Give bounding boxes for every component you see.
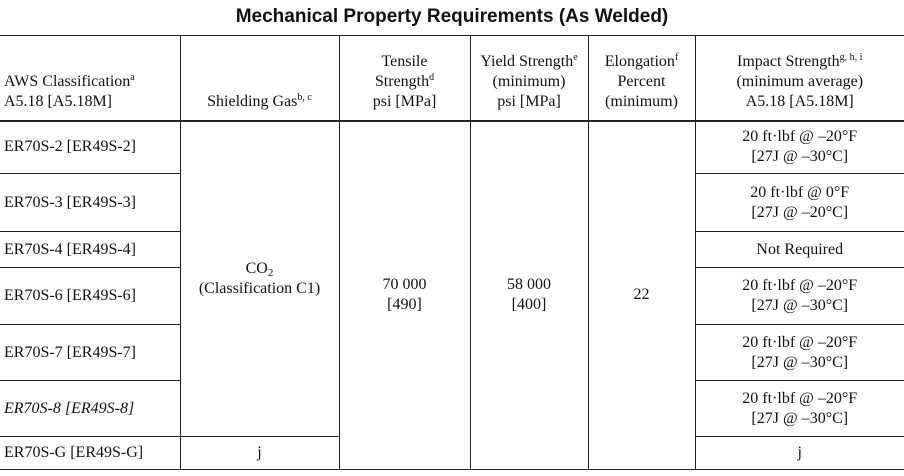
footnote-e: e [573, 51, 578, 63]
shielding-gas-cell: j [180, 437, 339, 470]
header-elongation-line1: Elongation [604, 52, 675, 70]
classification-cell: ER70S-8 [ER49S-8] [0, 381, 180, 437]
classification-cell: ER70S-2 [ER49S-2] [0, 121, 180, 174]
footnote-f: f [674, 51, 679, 63]
header-shielding-gas-text: Shielding Gas [207, 92, 298, 110]
header-impact-line2: (minimum average) [736, 72, 864, 90]
table-title: Mechanical Property Requirements (As Welded) [235, 6, 669, 27]
impact-cell: 20 ft·lbf @ –20°F [27J @ –30°C] [695, 381, 904, 437]
impact-cell: j [695, 437, 904, 470]
header-impact-strength [695, 36, 904, 121]
header-impact-line1: Impact Strength [737, 52, 840, 70]
table-row [0, 121, 904, 174]
impact-cell: 20 ft·lbf @ –20°F [27J @ –30°C] [695, 325, 904, 381]
header-yield-strength [470, 36, 588, 121]
classification-cell: ER70S-7 [ER49S-7] [0, 325, 180, 381]
classification-cell: ER70S-G [ER49S-G] [0, 437, 180, 470]
header-impact-line3: A5.18 [A5.18M] [745, 92, 854, 110]
classification-cell: ER70S-4 [ER49S-4] [0, 232, 180, 268]
header-yield-line3: psi [MPa] [497, 92, 561, 110]
elongation-cell: 22 [588, 121, 695, 470]
header-classification [0, 36, 180, 121]
tensile-strength-cell [339, 121, 470, 470]
header-tensile-strength [339, 36, 470, 121]
yield-mpa: [400] [511, 296, 547, 314]
header-classification-line1: AWS Classification [4, 72, 131, 90]
footnote-a: a [130, 71, 135, 83]
classification-cell: ER70S-3 [ER49S-3] [0, 174, 180, 232]
mechanical-property-table [0, 35, 904, 470]
header-tensile-line2: Strength [374, 72, 430, 90]
classification-cell: ER70S-6 [ER49S-6] [0, 268, 180, 325]
yield-psi: 58 000 [507, 276, 551, 294]
gas-co2: $CO_2$ [245, 259, 274, 279]
shielding-gas-cell [180, 121, 339, 437]
header-shielding-gas [180, 36, 339, 121]
header-yield-line2: (minimum) [492, 72, 566, 90]
footnote-d: d [429, 71, 435, 83]
impact-cell: 20 ft·lbf @ –20°F [27J @ –30°C] [695, 121, 904, 174]
header-classification-line2: A5.18 [A5.18M] [4, 92, 112, 110]
footnote-bc: b, c [297, 91, 312, 103]
impact-cell: 20 ft·lbf @ –20°F [27J @ –30°C] [695, 268, 904, 325]
header-row [0, 36, 904, 121]
header-tensile-line1: Tensile [381, 52, 428, 70]
yield-strength-cell [470, 121, 588, 470]
header-tensile-line3: psi [MPa] [372, 92, 437, 110]
header-elongation-line2: Percent [617, 72, 666, 90]
header-yield-line1: Yield Strength [480, 52, 574, 70]
tensile-mpa: [490] [387, 296, 422, 314]
footnote-ghi: g, h, i [839, 51, 863, 63]
impact-cell: Not Required [695, 232, 904, 268]
impact-cell: 20 ft·lbf @ 0°F [27J @ –20°C] [695, 174, 904, 232]
gas-classification: (Classification C1) [198, 279, 321, 297]
header-elongation-line3: (minimum) [605, 92, 678, 110]
header-elongation [588, 36, 695, 121]
tensile-psi: 70 000 [382, 276, 427, 294]
